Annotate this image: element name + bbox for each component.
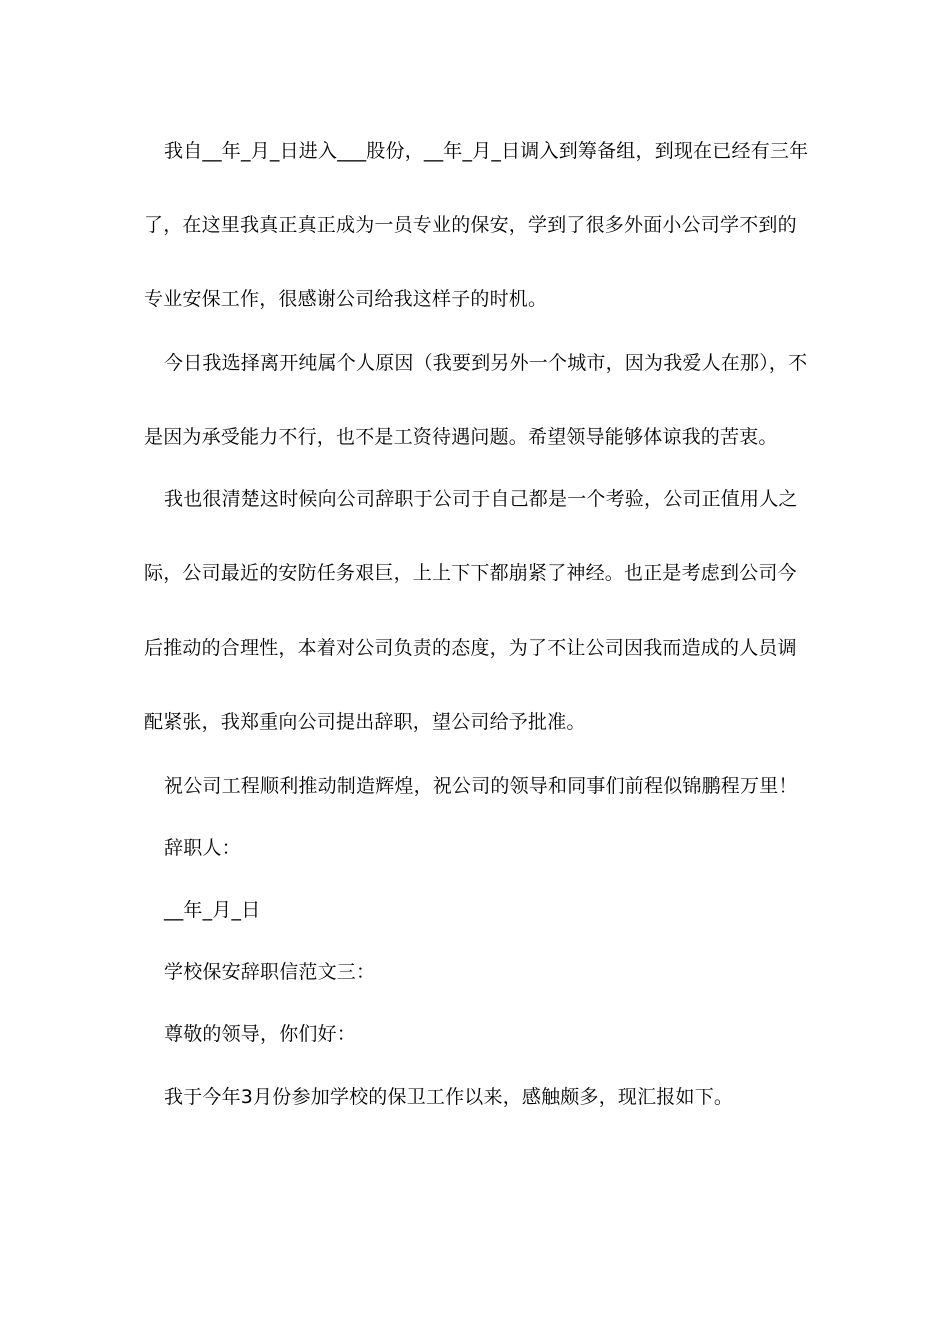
section-title: 学校保安辞职信范文三： bbox=[164, 961, 376, 983]
paragraph-4-line-1: 我于今年3月份参加学校的保卫工作以来，感触颇多，现汇报如下。 bbox=[164, 1086, 734, 1108]
paragraph-1-line-3: 专业安保工作，很感谢公司给我这样子的时机。 bbox=[144, 288, 548, 310]
paragraph-2-line-1: 今日我选择离开纯属个人原因（我要到另外一个城市，因为我爱人在那），不 bbox=[164, 352, 808, 374]
signature-label: 辞职人： bbox=[164, 837, 241, 859]
paragraph-1-line-2: 了，在这里我真正真正成为一员专业的保安，学到了很多外面小公司学不到的 bbox=[144, 214, 797, 236]
closing-wish: 祝公司工程顺利推动制造辉煌，祝公司的领导和同事们前程似锦鹏程万里！ bbox=[164, 775, 798, 797]
paragraph-3-line-4: 配紧张，我郑重向公司提出辞职，望公司给予批准。 bbox=[144, 711, 586, 733]
paragraph-3-line-1: 我也很清楚这时候向公司辞职于公司于自己都是一个考验，公司正值用人之 bbox=[164, 488, 798, 510]
paragraph-3-line-2: 际，公司最近的安防任务艰巨，上上下下都崩紧了神经。也正是考虑到公司今 bbox=[144, 562, 797, 584]
paragraph-3-line-3: 后推动的合理性，本着对公司负责的态度，为了不让公司因我而造成的人员调 bbox=[144, 637, 797, 659]
paragraph-2-line-2: 是因为承受能力不行，也不是工资待遇问题。希望领导能够体谅我的苦衷。 bbox=[144, 426, 778, 448]
salutation: 尊敬的领导，你们好： bbox=[164, 1023, 357, 1045]
date-line: __年_月_日 bbox=[164, 899, 261, 921]
paragraph-1-line-1: 我自__年_月_日进入___股份，__年_月_日调入到筹备组，到现在已经有三年 bbox=[164, 140, 809, 162]
